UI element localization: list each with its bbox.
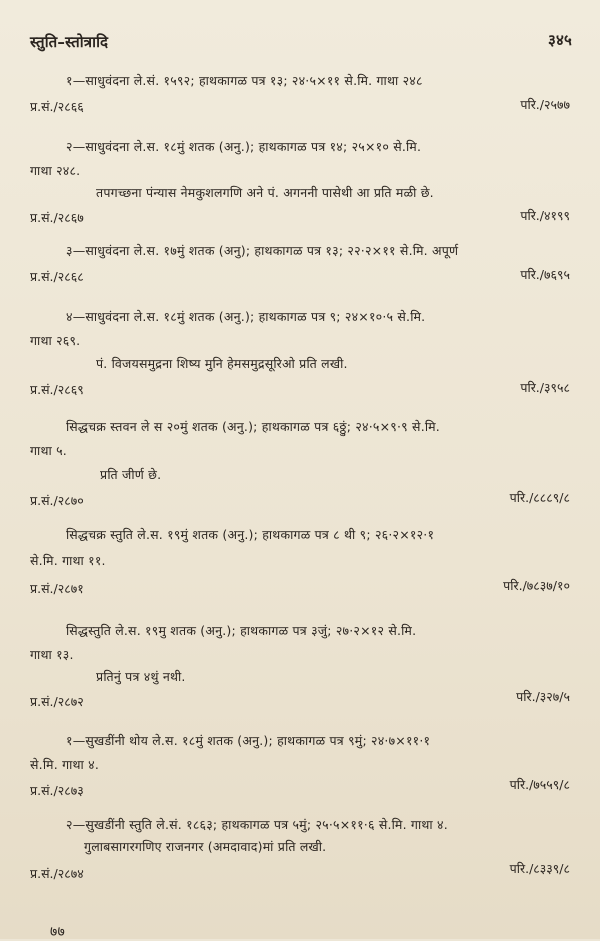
entry-line: २—सुखडींनी स्तुति ले.सं. १८६३; हाथकागळ पत्र ५मुं; २५·५×११·६ से.मि. गाथा ४. xyxy=(66,817,448,832)
entry-accession-number: प्र.सं./२८६६ xyxy=(30,99,84,114)
entry-catalog-number: परि./२५७७ xyxy=(520,97,570,112)
entry-line: २—साधुवंदना ले.स. १८मुं शतक (अनु.); हाथकागळ पत्र १४; २५×१० से.मि. xyxy=(66,139,422,154)
entry-line: गाथा २६९. xyxy=(30,333,81,348)
entry-catalog-number: परि./७६९५ xyxy=(520,267,570,282)
entry-line: गाथा ५. xyxy=(30,443,67,458)
entry-line: गाथा १३. xyxy=(30,647,74,662)
entry-line: १—सुखडींनी थोय ले.स. १८मुं शतक (अनु.); हाथकागळ पत्र ९मुं; २४·७×११·१ xyxy=(66,733,431,748)
entry-accession-number: प्र.सं./२८७४ xyxy=(30,866,84,881)
entry-note: पं. विजयसमुद्रना शिष्य मुनि हेमसमुद्रसूरिओ प्रति लखी. xyxy=(96,356,348,371)
entry-line: गाथा २४८. xyxy=(30,163,81,178)
entry-note: तपगच्छना पंन्यास नेमकुशलगणि अने पं. अगननी पासेथी आ प्रति मळी छे. xyxy=(96,185,434,200)
entry-catalog-number: परि./७५५९/८ xyxy=(509,777,570,792)
entry-note: प्रति जीर्ण छे. xyxy=(100,467,162,482)
entry-catalog-number: परि./३९५८ xyxy=(520,380,570,395)
entry-catalog-number: परि./८३३९/८ xyxy=(509,861,570,876)
entry-catalog-number: परि./३२७/५ xyxy=(516,689,570,704)
entry-line: ४—साधुवंदना ले.स. १८मुं शतक (अनु.); हाथकागळ पत्र ९; २४×१०·५ से.मि. xyxy=(66,309,426,324)
entry-line: सिद्धस्तुति ले.स. १९मु शतक (अनु.); हाथकागळ पत्र ३जुं; २७·२×१२ से.मि. xyxy=(66,623,417,638)
entry-line: सिद्धचक्र स्तवन ले स २०मुं शतक (अनु.); हाथकागळ पत्र ६ठ्ठुं; २४·५×९·९ से.मि. xyxy=(66,419,440,434)
entry-accession-number: प्र.सं./२८६७ xyxy=(30,210,84,225)
entry-line: सिद्धचक्र स्तुति ले.स. १९मुं शतक (अनु.); हाथकागळ पत्र ८ थी ९; २६·२×१२·१ xyxy=(66,527,435,542)
page-header-title: स्तुति–स्तोत्रादि xyxy=(30,33,109,51)
entry-line: १—साधुवंदना ले.सं. १५९२; हाथकागळ पत्र १३; २४·५×११ से.मि. गाथा २४८ xyxy=(66,73,423,88)
entry-catalog-number: परि./७८३७/१० xyxy=(503,578,570,593)
entry-catalog-number: परि./४१९९ xyxy=(520,208,570,223)
entry-note: प्रतिनुं पत्र ४थुं नथी. xyxy=(96,669,186,684)
entry-accession-number: प्र.सं./२८७० xyxy=(30,493,84,508)
entry-accession-number: प्र.सं./२८७२ xyxy=(30,694,84,709)
entry-accession-number: प्र.सं./२८६८ xyxy=(30,269,84,284)
entry-accession-number: प्र.सं./२८७३ xyxy=(30,783,84,798)
entry-line: से.मि. गाथा ११. xyxy=(30,553,106,568)
entry-line: से.मि. गाथा ४. xyxy=(30,757,100,772)
page-number: ३४५ xyxy=(547,31,572,49)
entry-catalog-number: परि./८८८९/८ xyxy=(509,490,570,505)
page-footer-mark: ७७ xyxy=(50,924,65,940)
entry-note: गुलाबसागरगणिए राजनगर (अमदावाद)मां प्रति लखी. xyxy=(84,839,327,854)
entry-accession-number: प्र.सं./२८६९ xyxy=(30,382,84,397)
entry-line: ३—साधुवंदना ले.स. १७मुं शतक (अनु); हाथकागळ पत्र १३; २२·२×११ से.मि. अपूर्ण xyxy=(66,243,459,258)
entry-accession-number: प्र.सं./२८७१ xyxy=(30,581,84,596)
